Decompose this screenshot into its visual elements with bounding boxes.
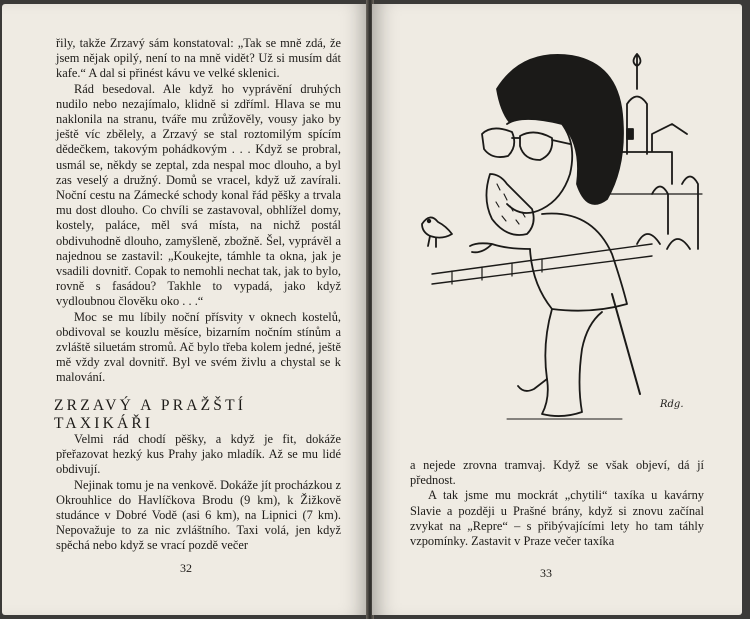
paragraph: A tak jsme mu mockrát „chytili“ taxíka u kavárny Slavie a později u Prašné brány, když si znovu začínal zvykat na „Repre“ – s přibývajícími lety ho tam táhly vzpomínky. Zastavit v Praze večer taxíka xyxy=(410,488,704,549)
left-bottom-text xyxy=(56,432,341,554)
right-page xyxy=(372,4,742,615)
paragraph: Rád besedoval. Ale když ho vyprávění druhých nudilo nebo nezajímalo, klidně si zdříml. Hlava se mu naklonila na stranu, tváře mu zrůžověly, vousy jako by ještě víc zbělely, a Zrzavý se stal roztomilým spícím dědečkem, takovým pohádkovým . . . Když se probral, usmál se, někdy se zeptal, zda nespal moc dlouho, a byl zas veselý a družný. Domů se vracel, když už zavírali. Noční cestu na Zámecké schody konal řád pěšky a trvala mu dost dlouho. Co chvíli se zastavoval, obhlížel domy, kostely, paláce, měl svá místa, na nichž postál obdivuhodně dlouho, zamyšleně, zbožně. Šel, vyprávěl a najednou se zastavil: „Koukejte, támhle ta okna, jak je vsadili dovnitř. Copak to nemohli nechat tak, jak to bylo, rovně s fasádou? Takhle to vypadá, jako když vydloubnou člověku oko . . .“ xyxy=(56,81,341,309)
left-top-text xyxy=(56,36,341,386)
paragraph: Velmi rád chodí pěšky, a když je fit, dokáže přeřazovat hezký kus Prahy jako mladík. Až se mu lidé obdivují. xyxy=(56,432,341,477)
paragraph: Nejinak tomu je na venkově. Dokáže jít procházkou z Okrouhlice do Havlíčkova Brodu (9 km), k Žižkově studánce v Dobré Vodě (asi 6 km), na Lipnici (7 km). Nepovažuje to za nic zvláštního. Taxi volá, jen když spěchá nebo když se vrací pozdě večer xyxy=(56,477,341,553)
paragraph: Moc se mu líbily noční přísvity v oknech kostelů, obdivoval se kouzlu měsíce, bizarním nočním stínům a zvláště siluetám stromů. Ač bylo třeba kolem jedné, ještě mě vždy zval dovnitř. Byl ve svém živlu a chystal se k malování. xyxy=(56,309,341,385)
left-page xyxy=(2,4,368,615)
artist-signature: Rdg. xyxy=(660,399,684,410)
paragraph: řily, takže Zrzavý sám konstatoval: „Tak se mně zdá, že jsem nějak opilý, není to na mně vidět? Už si musím dát kafe.“ A dal si přinést kávu ve velké sklenici. xyxy=(56,36,341,81)
page-number: 32 xyxy=(180,561,192,575)
caricature-illustration xyxy=(412,34,722,434)
page-number: 33 xyxy=(540,566,552,580)
paragraph: a nejede zrovna tramvaj. Když se však objeví, dá jí přednost. xyxy=(410,458,704,488)
right-text xyxy=(410,458,704,549)
section-heading: ZRZAVÝ A PRAŽŠTÍ TAXIKÁŘI xyxy=(54,397,247,432)
